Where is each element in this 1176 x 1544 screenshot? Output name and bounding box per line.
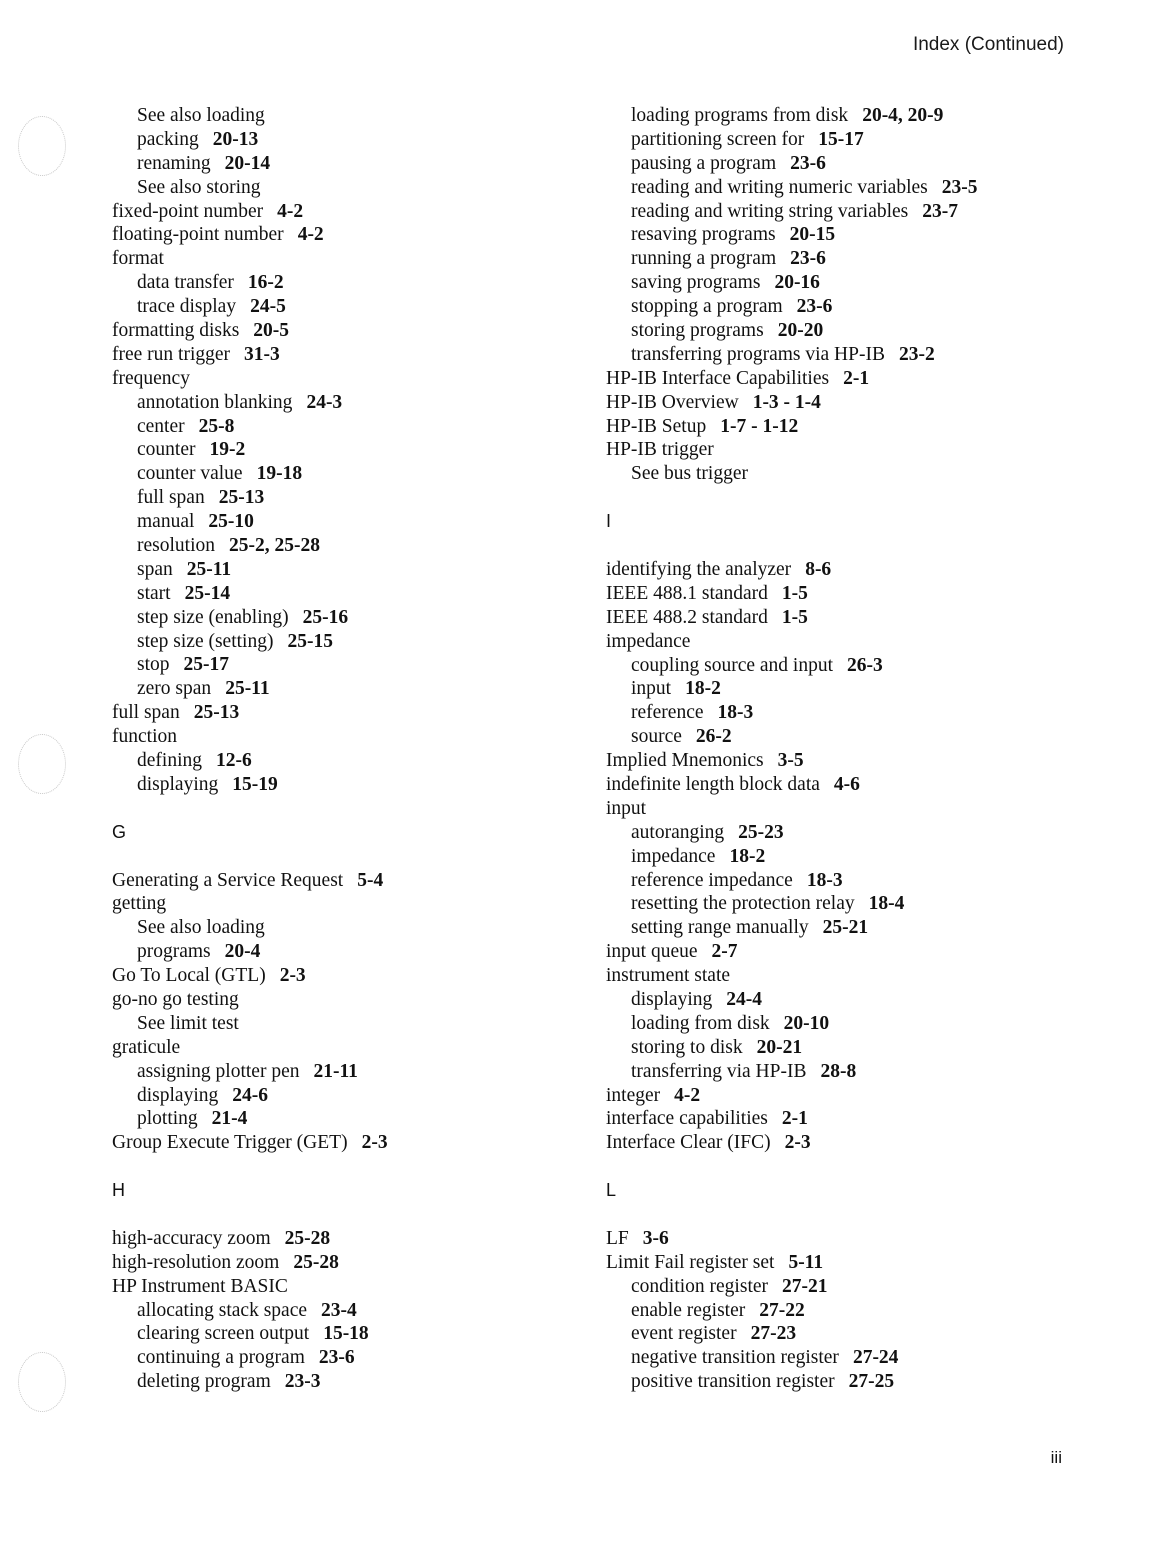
index-subentry [112,1084,572,1108]
page-reference: 23-5 [941,176,978,198]
index-subentry [112,1346,572,1370]
index-subentry [112,152,572,176]
page-reference: 16-2 [247,272,284,294]
page-reference: 2-3 [784,1132,811,1154]
page-reference: 25-21 [822,917,869,939]
index-term: pausing a program [631,152,777,174]
index-entry [112,869,572,893]
index-term: condition register [631,1275,769,1297]
page-reference: 20-4 [224,941,261,963]
index-entry [606,367,1076,391]
page-reference: 25-11 [225,678,270,700]
index-term: counter value [137,463,243,485]
index-subentry [606,845,1076,869]
index-entry [606,630,1076,654]
page-number: iii [1050,1448,1062,1467]
index-term: HP-IB trigger [606,439,714,461]
index-term: Interface Clear (IFC) [606,1132,771,1154]
page-reference: 15-17 [818,128,864,150]
index-term: impedance [631,845,716,867]
index-term: impedance [606,630,691,652]
index-term: autoranging [631,821,725,843]
index-subentry [606,1346,1076,1370]
index-term: Group Execute Trigger (GET) [112,1132,348,1154]
page-reference: 1-5 [781,606,808,628]
index-term: HP-IB Overview [606,391,739,413]
index-entry [606,438,1076,462]
index-term: center [137,415,185,437]
index-subentry [112,415,572,439]
index-term: See also loading [137,105,265,126]
index-subentry [112,510,572,534]
index-term: fixed-point number [112,200,264,222]
index-entry [112,988,572,1012]
index-entry [606,964,1076,988]
index-subentry [606,725,1076,749]
index-term: reference impedance [631,869,793,891]
index-term: running a program [631,248,777,270]
page-reference: 4-2 [277,200,304,222]
index-entry [606,582,1076,606]
index-subentry [112,749,572,773]
page-reference: 1-5 [781,582,808,604]
page-reference: 25-28 [293,1251,339,1273]
page-reference: 20-4, 20-9 [862,105,944,126]
index-subentry [112,1107,572,1131]
index-entry [606,749,1076,773]
index-term: resetting the protection relay [631,893,855,915]
index-term: partitioning screen for [631,128,805,150]
index-subentry [606,128,1076,152]
index-subentry [112,630,572,654]
index-subentry [112,391,572,415]
page-reference: 23-6 [796,296,833,318]
index-term: reference [631,702,704,724]
index-entry [606,415,1076,439]
index-subentry [112,104,572,128]
index-term: clearing screen output [137,1323,310,1345]
page-reference: 18-3 [717,702,754,724]
index-term: allocating stack space [137,1299,308,1321]
page-reference: 27-23 [750,1323,797,1345]
page-reference: 4-2 [297,224,324,246]
index-term: See also storing [137,176,261,198]
index-term: manual [137,511,195,533]
running-head: Index (Continued) [912,34,1064,55]
index-subentry [606,319,1076,343]
page-reference: 26-2 [695,726,732,748]
index-subentry [606,821,1076,845]
index-entry [606,1107,1076,1131]
page-reference: 19-18 [256,463,303,485]
index-subentry [606,200,1076,224]
page-reference: 26-3 [847,654,883,676]
page-reference: 25-15 [287,630,333,652]
index-entry [112,343,572,367]
index-entry [112,1131,572,1155]
index-entry [606,1131,1076,1155]
page-reference: 2-3 [279,965,306,987]
index-term: See also loading [137,917,265,939]
index-entry [606,1084,1076,1108]
index-subentry [112,558,572,582]
index-entry [112,892,572,916]
index-term: deleting program [137,1371,271,1393]
page-reference: 18-2 [729,845,766,867]
page-reference: 23-6 [790,248,826,270]
index-entry [112,200,572,224]
page-reference: 18-3 [806,869,843,891]
index-subentry [112,916,572,940]
index-term: setting range manually [631,917,809,939]
index-term: format [112,248,164,270]
index-term: LF [606,1227,629,1249]
index-term: stop [137,654,170,676]
index-term: formatting disks [112,320,240,342]
index-entry [606,606,1076,630]
index-term: IEEE 488.1 standard [606,582,768,604]
index-subentry [112,176,572,200]
index-term: negative transition register [631,1347,839,1369]
index-subentry [606,295,1076,319]
page-reference: 21-4 [211,1108,248,1130]
index-entry [112,223,572,247]
index-term: input queue [606,941,698,963]
page-reference: 27-24 [852,1347,899,1369]
binder-hole-top [18,116,66,176]
page-reference: 4-2 [674,1084,701,1106]
page-reference: 25-8 [198,415,235,437]
page-reference: 25-2, 25-28 [229,535,320,557]
page-reference: 25-28 [284,1227,331,1249]
page-reference: 25-14 [184,582,231,604]
index-term: loading programs from disk [631,105,849,126]
index-entry [112,319,572,343]
index-term: source [631,726,682,748]
index-term: Limit Fail register set [606,1251,775,1273]
index-term: function [112,726,177,748]
page-reference: 25-17 [183,654,230,676]
page-reference: 4-6 [833,773,860,795]
index-subentry [606,223,1076,247]
index-term: full span [112,702,180,724]
index-term: coupling source and input [631,654,833,676]
index-subentry [112,1012,572,1036]
index-entry [112,701,572,725]
section-letter: I [606,511,612,532]
index-subentry [112,940,572,964]
index-column-right [606,104,1076,1394]
index-subentry [112,295,572,319]
index-term: storing programs [631,320,764,342]
index-term: HP-IB Interface Capabilities [606,367,830,389]
index-subentry [112,677,572,701]
index-subentry [112,271,572,295]
index-term: instrument state [606,965,731,987]
index-term: saving programs [631,272,761,294]
page-reference: 25-16 [302,606,349,628]
index-term: reading and writing numeric variables [631,176,928,198]
index-term: step size (enabling) [137,606,289,628]
page-reference: 21-11 [313,1060,358,1082]
page-reference: 20-21 [756,1036,803,1058]
index-term: renaming [137,152,211,174]
index-subentry [606,988,1076,1012]
index-term: reading and writing string variables [631,200,909,222]
index-entry [606,773,1076,797]
page-reference: 23-6 [790,152,826,174]
page-reference: 2-1 [781,1108,808,1130]
section-letter: G [112,821,127,842]
page-reference: 5-4 [357,869,384,891]
page-reference: 12-6 [215,750,252,772]
page-reference: 25-13 [193,702,240,724]
index-term: graticule [112,1036,181,1058]
page-reference: 18-2 [685,678,721,700]
index-column-left [112,104,572,1394]
index-term: free run trigger [112,343,231,365]
index-term: HP-IB Setup [606,415,707,437]
index-term: resaving programs [631,224,776,246]
index-subentry [112,1060,572,1084]
page-reference: 23-3 [284,1371,321,1393]
index-term: stopping a program [631,296,783,318]
index-subentry [606,462,1076,486]
index-subentry [112,128,572,152]
index-term: Implied Mnemonics [606,750,764,772]
index-entry [606,797,1076,821]
index-subentry [112,534,572,558]
index-subentry [606,701,1076,725]
index-term: loading from disk [631,1012,770,1034]
page-reference: 1-3 - 1-4 [752,391,821,413]
page-reference: 27-25 [848,1371,895,1393]
page-reference: 25-10 [208,511,254,533]
index-term: Generating a Service Request [112,869,344,891]
page-reference: 23-7 [922,200,959,222]
index-subentry [112,1299,572,1323]
section-letter: H [112,1180,125,1201]
index-term: full span [137,487,205,509]
index-term: storing to disk [631,1036,743,1058]
index-term: HP Instrument BASIC [112,1275,288,1297]
index-subentry [606,343,1076,367]
index-term: go-no go testing [112,988,239,1010]
index-subentry [606,677,1076,701]
index-term: annotation blanking [137,391,293,413]
index-subentry [112,1322,572,1346]
page-reference: 20-14 [224,152,271,174]
index-subentry [606,1370,1076,1394]
page-reference: 18-4 [868,893,905,915]
index-term: continuing a program [137,1347,305,1369]
index-subentry [606,247,1076,271]
index-entry [112,725,572,749]
section-letter: L [606,1180,617,1201]
page-reference: 1-7 - 1-12 [720,415,799,437]
index-subentry [606,654,1076,678]
index-subentry [606,1060,1076,1084]
index-term: assigning plotter pen [137,1060,300,1082]
index-subentry [606,869,1076,893]
page-reference: 27-22 [759,1299,805,1321]
page-reference: 25-13 [218,487,265,509]
page-reference: 20-16 [774,272,820,294]
page-reference: 2-7 [711,941,738,963]
page-reference: 15-18 [323,1323,369,1345]
index-term: See bus trigger [631,463,748,485]
index-term: step size (setting) [137,630,274,652]
page-reference: 20-13 [212,128,259,150]
index-term: displaying [137,773,219,795]
page-reference: 19-2 [209,439,246,461]
page-reference: 24-4 [726,988,762,1010]
index-subentry [606,176,1076,200]
index-subentry [606,152,1076,176]
page-reference: 27-21 [782,1275,828,1297]
index-term: zero span [137,678,212,700]
index-term: displaying [631,988,713,1010]
page-reference: 3-5 [777,750,804,772]
index-subentry [112,486,572,510]
index-term: getting [112,893,167,915]
page-reference: 23-2 [898,343,935,365]
index-term: high-resolution zoom [112,1251,280,1273]
page-reference: 2-3 [361,1132,388,1154]
index-term: frequency [112,367,190,389]
index-subentry [606,1322,1076,1346]
page-reference: 2-1 [843,367,870,389]
index-entry [112,1036,572,1060]
index-subentry [112,773,572,797]
page-reference: 23-6 [318,1347,355,1369]
index-term: packing [137,128,199,150]
page-reference: 25-23 [738,821,784,843]
page-reference: 20-10 [783,1012,830,1034]
index-term: transferring via HP-IB [631,1060,807,1082]
index-term: enable register [631,1299,746,1321]
page-reference: 8-6 [805,558,832,580]
page-reference: 20-5 [253,320,290,342]
index-subentry [606,1275,1076,1299]
page-reference: 24-5 [250,296,286,318]
index-entry [606,1227,1076,1251]
index-term: positive transition register [631,1371,835,1393]
index-entry [606,558,1076,582]
index-subentry [606,271,1076,295]
page-reference: 15-19 [232,773,278,795]
index-entry [112,964,572,988]
index-entry [606,940,1076,964]
index-subentry [606,916,1076,940]
index-term: span [137,558,173,580]
page-reference: 25-11 [186,558,232,580]
index-term: displaying [137,1084,219,1106]
index-entry [112,1275,572,1299]
index-term: transferring programs via HP-IB [631,343,885,365]
index-term: integer [606,1084,661,1106]
index-subentry [112,606,572,630]
index-term: floating-point number [112,224,284,246]
index-term: interface capabilities [606,1108,768,1130]
index-term: input [606,797,647,819]
index-subentry [606,1036,1076,1060]
index-subentry [606,1012,1076,1036]
index-term: event register [631,1323,737,1345]
index-subentry [112,653,572,677]
index-term: data transfer [137,272,234,294]
index-entry [112,1251,572,1275]
index-term: high-accuracy zoom [112,1227,271,1249]
index-term: plotting [137,1108,198,1130]
page-reference: 20-20 [777,320,824,342]
index-subentry [606,892,1076,916]
index-term: counter [137,439,196,461]
page-reference: 23-4 [321,1299,357,1321]
page-reference: 3-6 [642,1227,669,1249]
index-term: trace display [137,296,237,318]
page-reference: 28-8 [820,1060,857,1082]
binder-hole-bottom [18,1352,66,1412]
index-subentry [606,1299,1076,1323]
index-term: programs [137,941,211,963]
index-entry [112,247,572,271]
index-term: IEEE 488.2 standard [606,606,768,628]
page-reference: 5-11 [788,1251,824,1273]
index-subentry [606,104,1076,128]
index-term: identifying the analyzer [606,558,792,580]
index-term: defining [137,750,202,772]
index-term: input [631,678,672,700]
index-entry [112,367,572,391]
binder-hole-middle [18,734,66,794]
index-term: indefinite length block data [606,773,820,795]
index-term: Go To Local (GTL) [112,965,266,987]
index-entry [606,1251,1076,1275]
index-term: See limit test [137,1012,239,1034]
page-reference: 24-3 [306,391,343,413]
index-entry [606,391,1076,415]
page-reference: 24-6 [232,1084,268,1106]
index-subentry [112,1370,572,1394]
index-term: start [137,582,171,604]
index-term: resolution [137,535,215,557]
index-subentry [112,438,572,462]
index-subentry [112,582,572,606]
index-subentry [112,462,572,486]
page-reference: 31-3 [244,343,280,365]
page-reference: 20-15 [789,224,836,246]
index-entry [112,1227,572,1251]
